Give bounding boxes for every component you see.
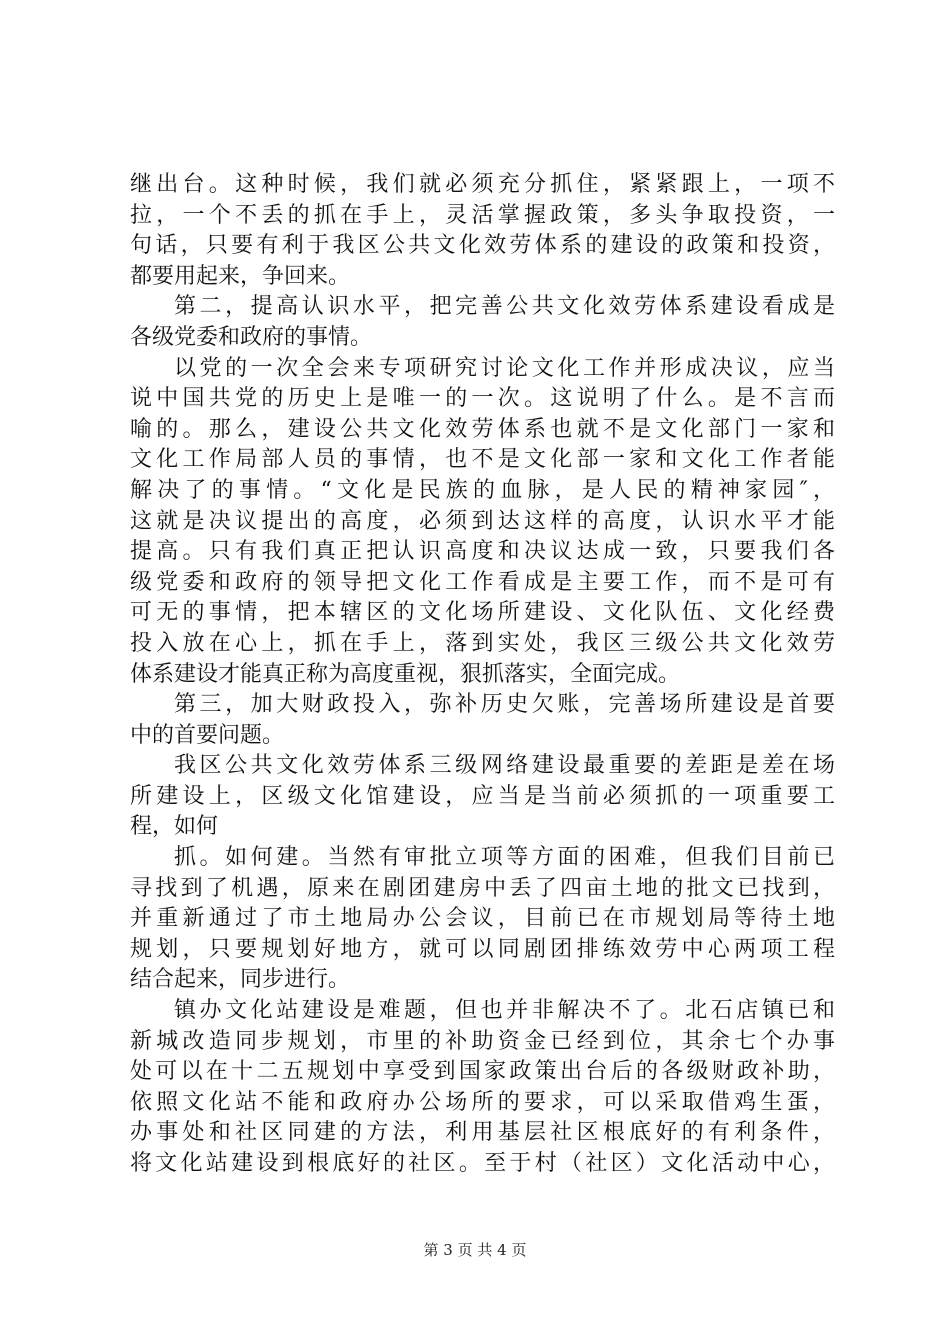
text-line: 寻找到了机遇，原来在剧团建房中丢了四亩土地的批文已找到， — [130, 875, 835, 901]
text-line: 依照文化站不能和政府办公场所的要求，可以采取借鸡生蛋， — [130, 1089, 835, 1115]
page-footer: 第 3 页 共 4 页 — [423, 1241, 527, 1259]
text-line: 并重新通过了市土地局办公会议，目前已在市规划局等待土地 — [130, 906, 835, 932]
text-line: 中的首要问题。 — [130, 722, 285, 748]
text-line: 第二，提高认识水平，把完善公共文化效劳体系建设看成是 — [174, 294, 835, 320]
text-line: 句话，只要有利于我区公共文化效劳体系的建设的政策和投资， — [130, 233, 835, 259]
text-line: 规划，只要规划好地方，就可以同剧团排练效劳中心两项工程 — [130, 936, 835, 962]
text-line: 喻的。那么，建设公共文化效劳体系也就不是文化部门一家和 — [130, 416, 835, 442]
text-line: 体系建设才能真正称为高度重视，狠抓落实，全面完成。 — [130, 661, 681, 687]
text-line: 程，如何 — [130, 814, 219, 840]
text-line: 以党的一次全会来专项研究讨论文化工作并形成决议，应当 — [174, 355, 835, 381]
text-line: 解决了的事情。“文化是民族的血脉，是人民的精神家园″， — [130, 477, 835, 503]
text-line: 第三，加大财政投入，弥补历史欠账，完善场所建设是首要 — [174, 692, 835, 718]
text-line: 镇办文化站建设是难题，但也并非解决不了。北石店镇已和 — [174, 998, 835, 1024]
text-line: 说中国共党的历史上是唯一的一次。这说明了什么。是不言而 — [130, 386, 835, 412]
text-line: 处可以在十二五规划中享受到国家政策出台后的各级财政补助， — [130, 1059, 835, 1085]
text-line: 文化工作局部人员的事情，也不是文化部一家和文化工作者能 — [130, 447, 835, 473]
text-line: 抓。如何建。当然有审批立项等方面的困难，但我们目前已 — [174, 845, 835, 871]
text-line: 将文化站建设到根底好的社区。至于村（社区）文化活动中心， — [130, 1151, 835, 1176]
text-line: 都要用起来，争回来。 — [130, 263, 351, 289]
text-line: 级党委和政府的领导把文化工作看成是主要工作，而不是可有 — [130, 569, 835, 595]
text-line: 提高。只有我们真正把认识高度和决议达成一致，只要我们各 — [130, 539, 835, 565]
text-line: 投入放在心上，抓在手上，落到实处，我区三级公共文化效劳 — [130, 630, 835, 656]
text-line: 结合起来，同步进行。 — [130, 967, 351, 993]
text-line: 所建设上，区级文化馆建设，应当是当前必须抓的一项重要工 — [130, 783, 835, 809]
text-line: 我区公共文化效劳体系三级网络建设最重要的差距是差在场 — [174, 753, 835, 779]
text-line: 新城改造同步规划，市里的补助资金已经到位，其余七个办事 — [130, 1028, 835, 1054]
text-line: 办事处和社区同建的方法，利用基层社区根底好的有利条件， — [130, 1120, 835, 1146]
text-line: 这就是决议提出的高度，必须到达这样的高度，认识水平才能 — [130, 508, 835, 534]
text-line: 各级党委和政府的事情。 — [130, 324, 373, 350]
text-line: 继出台。这种时候，我们就必须充分抓住，紧紧跟上，一项不 — [130, 172, 835, 197]
text-line: 可无的事情，把本辖区的文化场所建设、文化队伍、文化经费 — [130, 600, 835, 626]
document-body — [130, 170, 835, 1180]
text-line: 拉，一个不丢的抓在手上，灵活掌握政策，多头争取投资，一 — [130, 202, 835, 228]
